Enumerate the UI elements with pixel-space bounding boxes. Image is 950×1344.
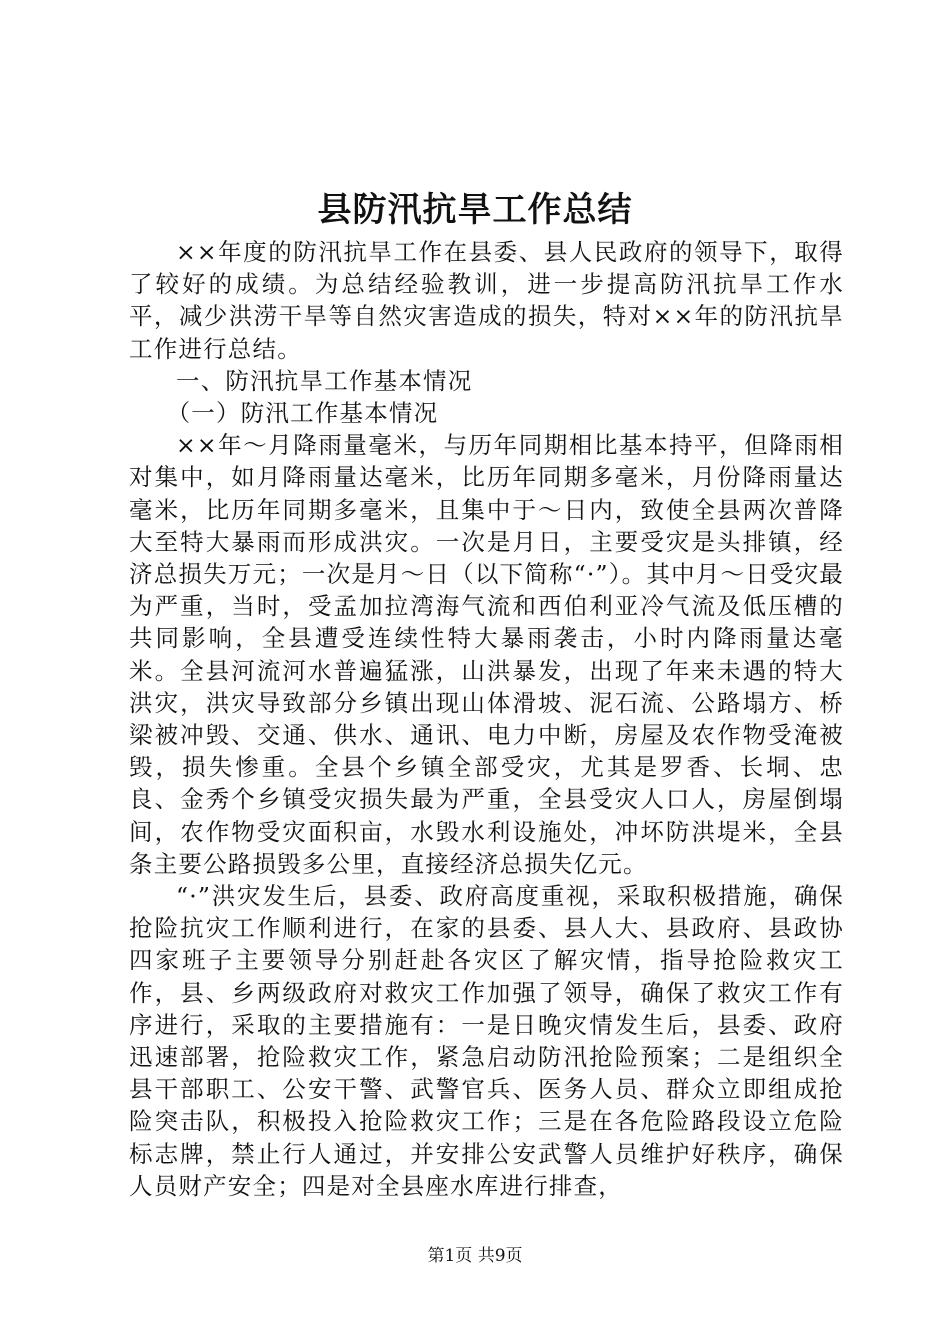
document-title: 县防汛抗旱工作总结 bbox=[317, 190, 633, 230]
page-footer: 第1页 共9页 bbox=[427, 1246, 523, 1266]
section-heading-1: 一、防汛抗旱工作基本情况 bbox=[176, 366, 473, 395]
subsection-heading-1: （一）防汛工作基本情况 bbox=[166, 399, 439, 428]
paragraph-intro: ××年度的防汛抗旱工作在县委、县人民政府的领导下，取得了较好的成绩。为总结经验教训，进一步提高防汛抗旱工作水平，减少洪涝干旱等自然灾害造成的损失，特对××年的防汛抗旱工作进行总结。 bbox=[129, 238, 844, 363]
document-body bbox=[129, 236, 844, 1202]
paragraph-flood-situation: ××年～月降雨量毫米，与历年同期相比基本持平，但降雨相对集中，如月降雨量达毫米，比历年同期多毫米，月份降雨量达毫米，比历年同期多毫米，且集中于～日内，致使全县两次普降大至特大暴雨而形成洪灾。一次是月日，主要受灾是头排镇，经济总损失万元；一次是月～日（以下简称“·”）。其中月～日受灾最为严重，当时，受孟加拉湾海气流和西伯利亚冷气流及低压槽的共同影响，全县遭受连续性特大暴雨袭击，小时内降雨量达毫米。全县河流河水普遍猛涨，山洪暴发，出现了年来未遇的特大洪灾，洪灾导致部分乡镇出现山体滑坡、泥石流、公路塌方、桥梁被冲毁、交通、供水、通讯、电力中断，房屋及农作物受淹被毁，损失惨重。全县个乡镇全部受灾，尤其是罗香、长垌、忠良、金秀个乡镇受灾损失最为严重，全县受灾人口人，房屋倒塌间，农作物受灾面积亩，水毁水利设施处，冲坏防洪堤米，全县条主要公路损毁多公里，直接经济总损失亿元。 bbox=[129, 431, 844, 878]
paragraph-response-measures: “·”洪灾发生后，县委、政府高度重视，采取积极措施，确保抢险抗灾工作顺利进行，在家的县委、县人大、县政府、县政协四家班子主要领导分别赶赴各灾区了解灾情，指导抢险救灾工作，县、乡两级政府对救灾工作加强了领导，确保了救灾工作有序进行，采取的主要措施有：一是日晚灾情发生后，县委、政府迅速部署，抢险救灾工作，紧急启动防汛抢险预案；二是组织全县干部职工、公安干警、武警官兵、医务人员、群众立即组成抢险突击队，积极投入抢险救灾工作；三是在各危险路段设立危险标志牌，禁止行人通过，并安排公安武警人员维护好秩序，确保人员财产安全；四是对全县座水库进行排查， bbox=[129, 882, 844, 1200]
